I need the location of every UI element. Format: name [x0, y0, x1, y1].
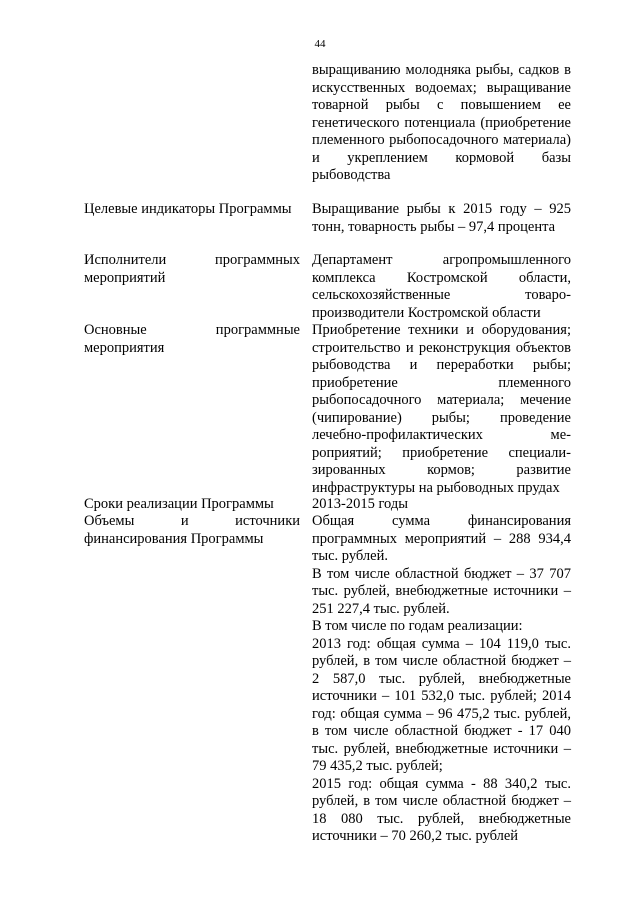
row-value: Приобретение техники и оборудования; строительство и реконструкция объектов рыбоводства и переработки рыбы; приобретение племенного рыбопосадочного материала; мечение (чипирование) рыбы; проведение лечебно-профилактических ме-роприятий; приобретение специали-зированных кормов; развитие инфраструктуры на рыбоводных прудах: [312, 322, 571, 496]
row-label: Целевые индикаторы Программы: [84, 201, 292, 217]
row-label-terms: [84, 496, 300, 514]
financing-by-years-heading: В том числе по годам реализации:: [312, 618, 523, 634]
financing-total: Общая сумма финансирования программных мероприятий – 288 934,4 тыс. рублей.: [312, 513, 571, 564]
row-label: Исполнители программных мероприятий: [84, 252, 300, 286]
row-label-executors: [84, 252, 300, 287]
row-value-main-activities: [312, 322, 571, 497]
row-label: Объемы и источники финансирования Программы: [84, 513, 300, 547]
financing-breakdown: В том числе областной бюджет – 37 707 тыс. рублей, внебюджетные источники – 251 227,4 тыс. рублей.: [312, 565, 571, 617]
row-value-terms: [312, 496, 571, 514]
row-label: Основные программные мероприятия: [84, 322, 300, 356]
row-label-main-activities: [84, 322, 300, 357]
intro-continuation: [312, 62, 571, 185]
row-value-financing: [312, 513, 571, 846]
page-number: 44: [314, 38, 326, 50]
row-label-target-indicators: [84, 201, 300, 219]
row-value: Департамент агропромышленного комплекса Костромской области, сельскохозяйственные товаро-производители Костромской области: [312, 252, 571, 321]
financing-2015: 2015 год: общая сумма - 88 340,2 тыс. рублей, в том числе областной бюджет – 18 080 тыс. рублей, внебюджетные источники – 70 260,2 тыс. рублей: [312, 775, 571, 844]
row-value: 2013-2015 годы: [312, 496, 408, 512]
row-value-target-indicators: [312, 201, 571, 236]
financing-2013-2014: 2013 год: общая сумма – 104 119,0 тыс. рублей, в том числе областной бюджет – 2 587,0 тыс. рублей, внебюджетные источники – 101 532,0 тыс. рублей; 2014 год: общая сумма – 96 475,2 тыс. рублей, в том числе областной бюджет - 17 040 тыс. рублей, внебюджетные источники – 79 435,2 тыс. рублей;: [312, 635, 571, 774]
row-label-financing: [84, 513, 300, 548]
intro-text: выращиванию молодняка рыбы, садков в искусственных водоемах; выращивание товарной рыбы с повышением ее генетического потенциала (приобретение племенного рыбопосадочного материала) и укреплением кормовой базы рыбоводства: [312, 62, 571, 183]
row-value-executors: [312, 252, 571, 322]
row-label: Сроки реализации Программы: [84, 496, 274, 512]
row-value: Выращивание рыбы к 2015 году – 925 тонн, товарность рыбы – 97,4 процента: [312, 201, 571, 235]
